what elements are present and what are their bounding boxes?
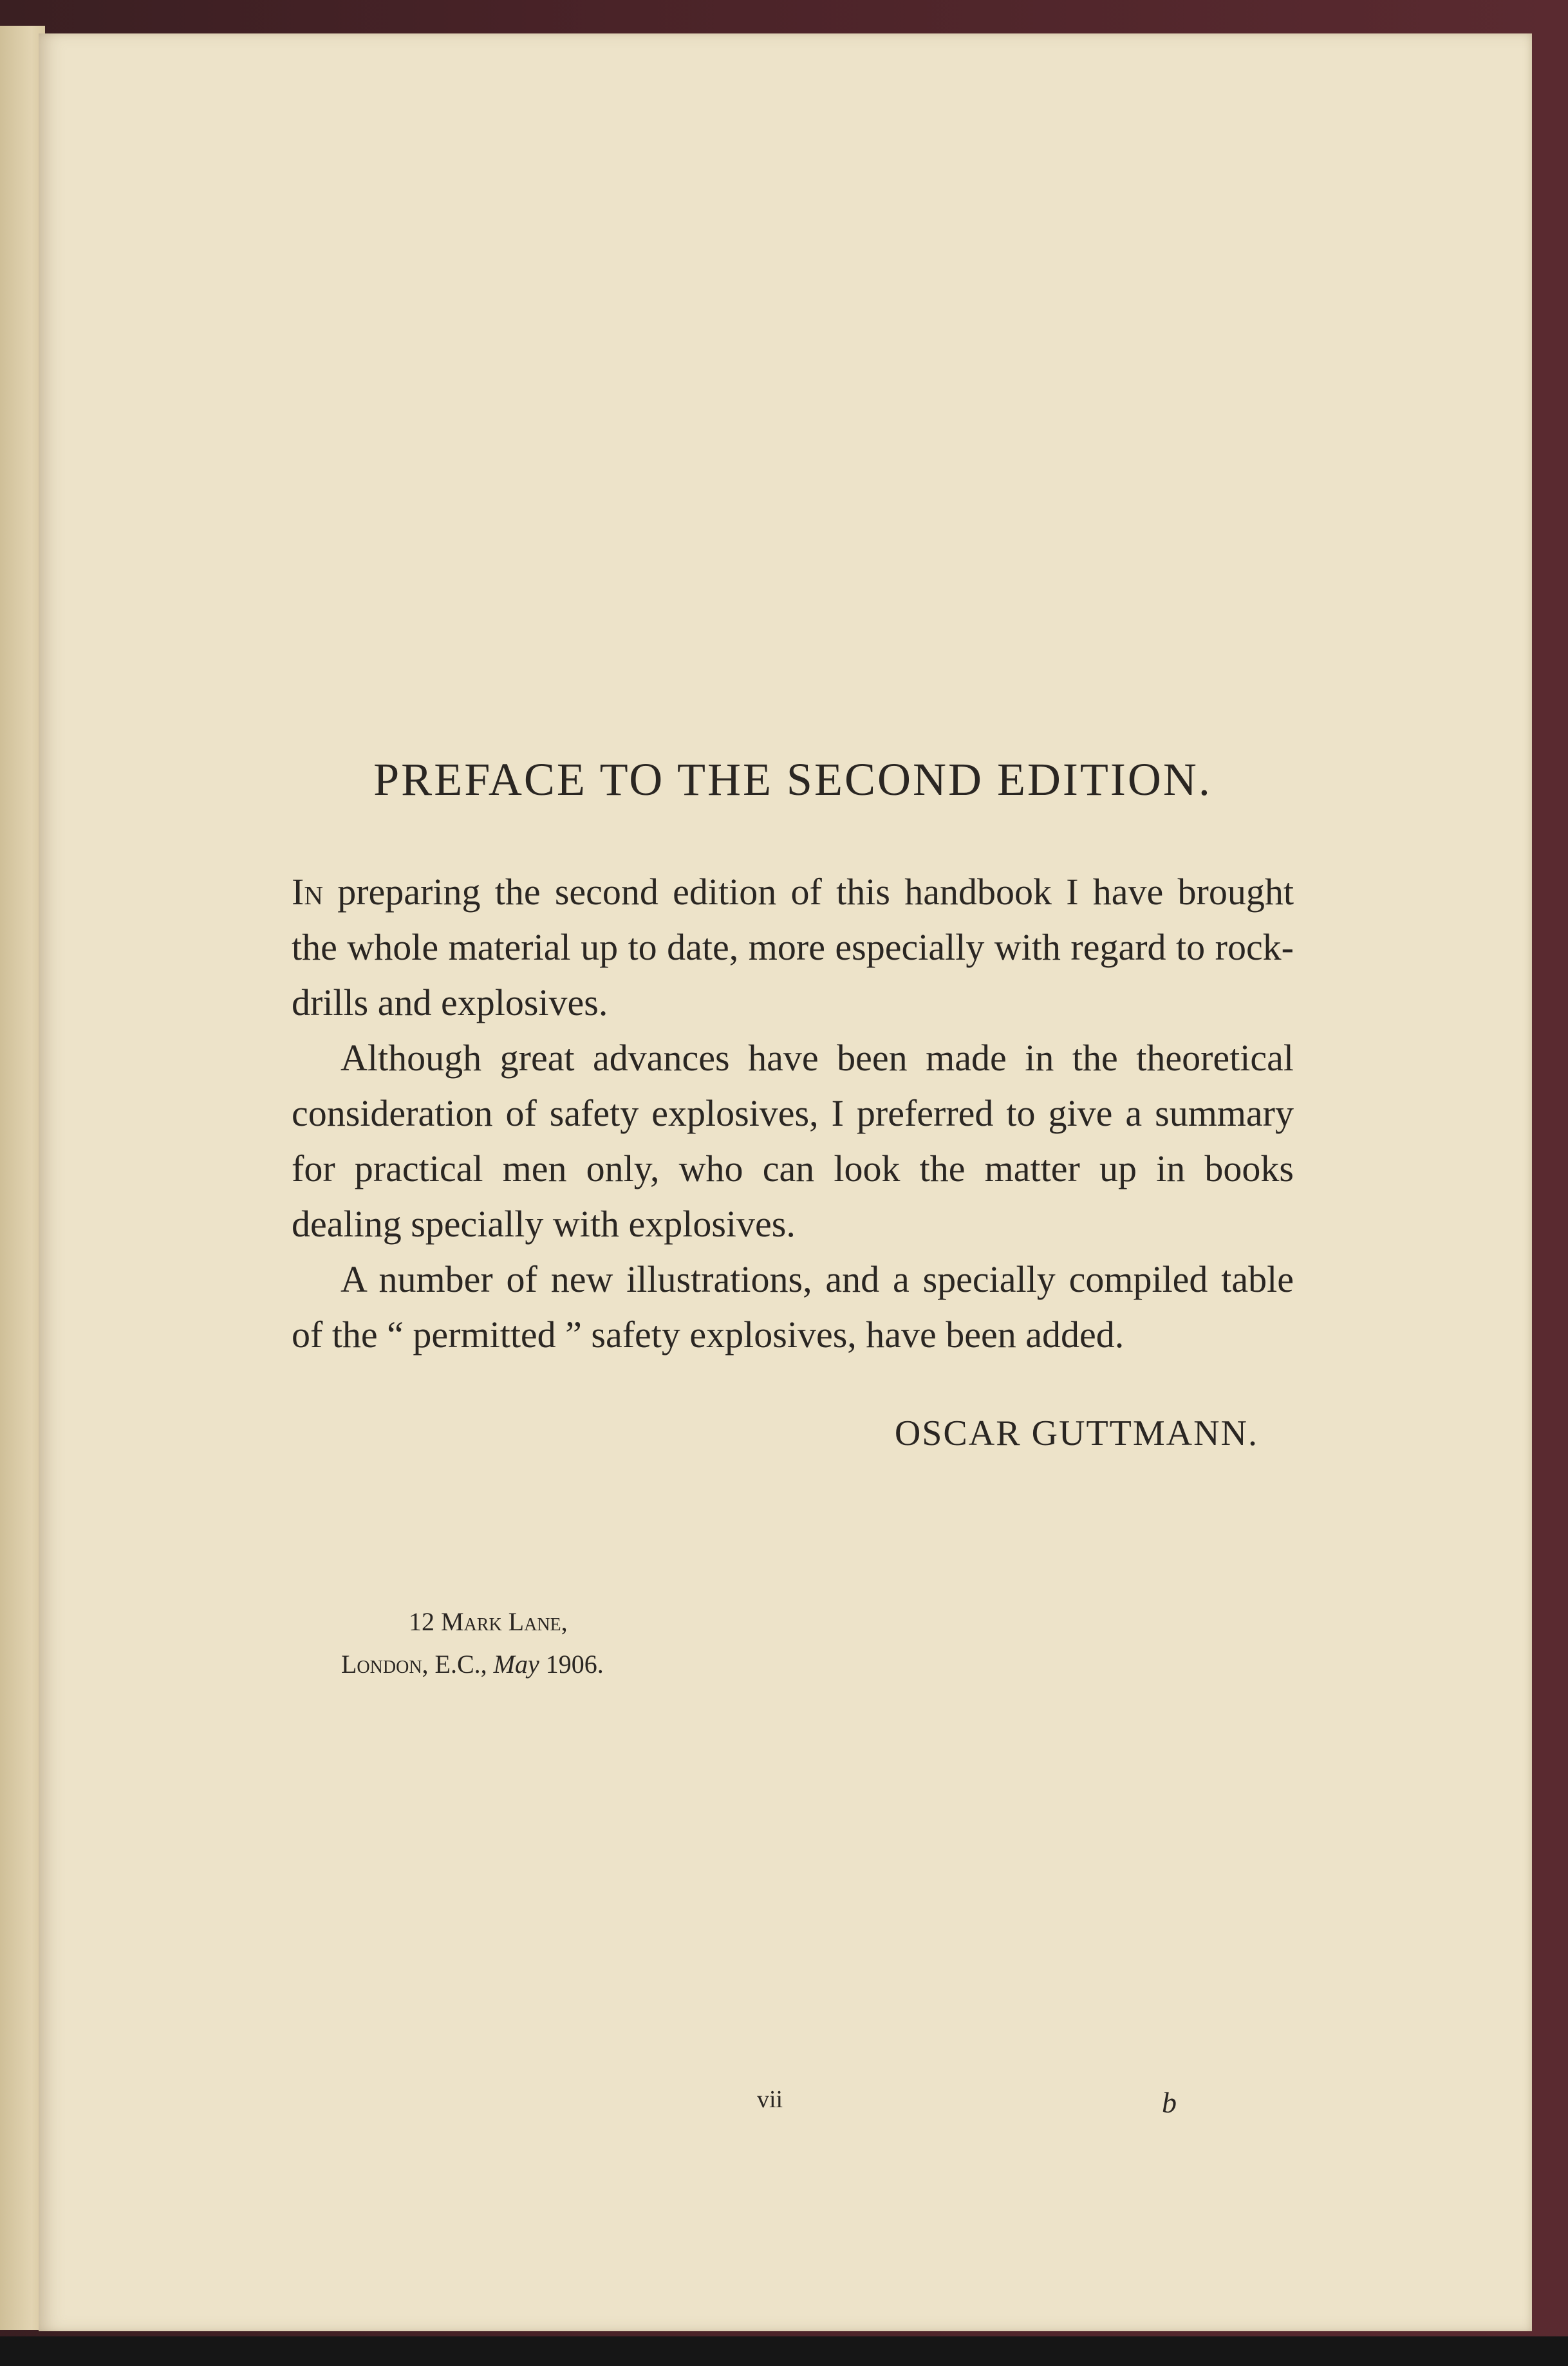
paragraph-1-dropcap: In	[292, 871, 323, 913]
book-page	[39, 33, 1532, 2331]
preface-text-block	[292, 754, 1294, 1454]
paragraph-1	[292, 864, 1294, 1030]
address-year: 1906.	[539, 1650, 604, 1679]
address-month: May	[493, 1650, 539, 1679]
signature-mark: b	[1162, 2086, 1177, 2119]
page-number: vii	[757, 2086, 783, 2113]
bottom-bar	[0, 2336, 1568, 2366]
page-title: PREFACE TO THE SECOND EDITION.	[373, 754, 1212, 805]
address-block	[341, 1601, 604, 1686]
paragraph-2: Although great advances have been made in the theoretical consideration of safety explosives, I preferred to give a summary for practical men only, who can look the matter up in books dealing specially with explosives.	[292, 1037, 1294, 1245]
address-place: London, E.C.,	[341, 1650, 494, 1679]
paragraph-1-text: preparing the second edition of this handbook I have brought the whole material up to date, more especially with regard to rock-drills and explosives.	[292, 871, 1294, 1024]
paragraph-3: A number of new illustrations, and a specially compiled table of the “ permitted ” safety explosives, have been added.	[292, 1258, 1294, 1356]
address-line-2	[341, 1643, 604, 1686]
author-signature: OSCAR GUTTMANN.	[894, 1413, 1258, 1454]
address-line-1: 12 Mark Lane,	[409, 1607, 568, 1636]
